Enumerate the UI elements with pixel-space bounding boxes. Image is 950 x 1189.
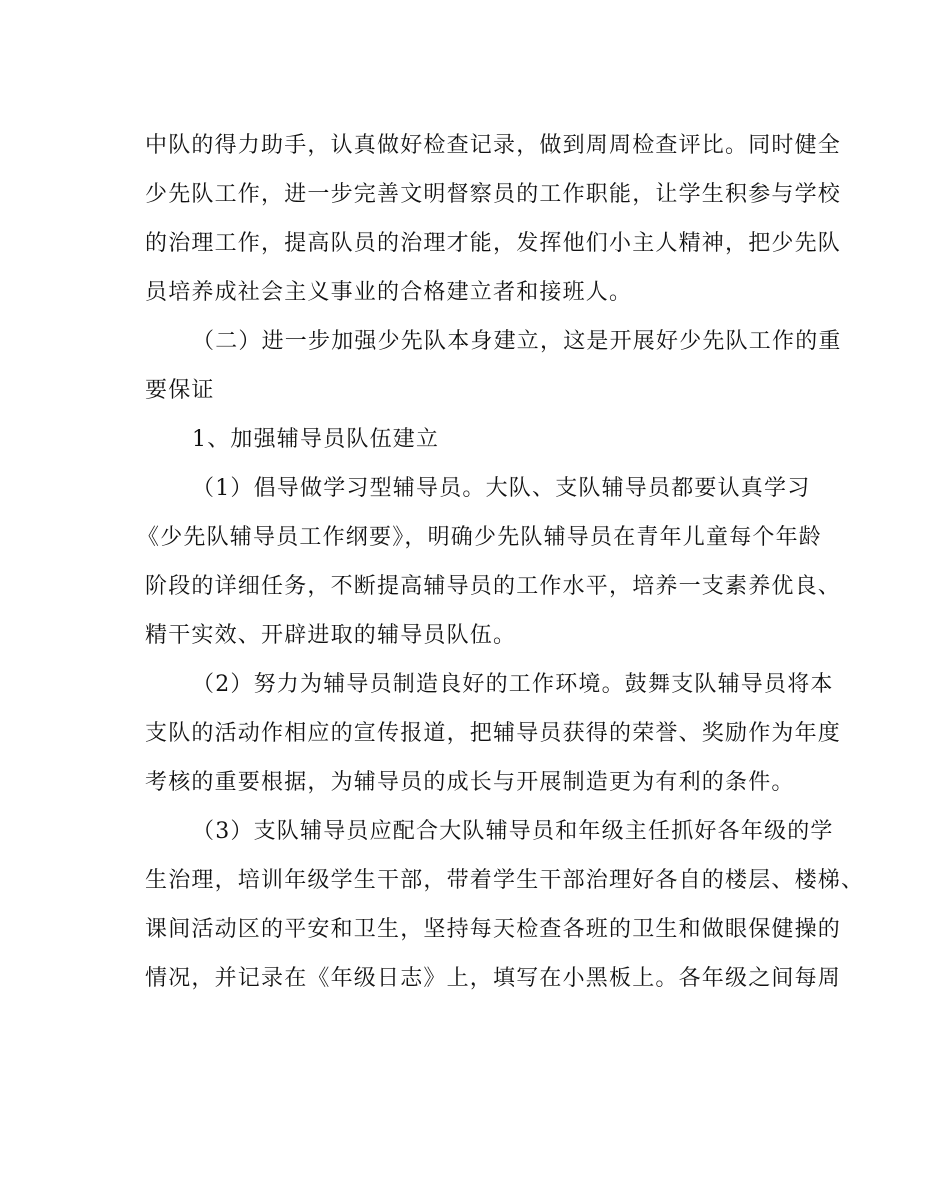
text-line-4: 员培养成社会主义事业的合格建立者和接班人。 xyxy=(145,280,633,305)
item-2-line-1: （2）努力为辅导员制造良好的工作环境。鼓舞支队辅导员将本 xyxy=(192,672,834,697)
item-2-line-2: 支队的活动作相应的宣传报道，把辅导员获得的荣誉、奖励作为年度 xyxy=(145,721,842,746)
item-1-line-1: （1）倡导做学习型辅导员。大队、支队辅导员都要认真学习 xyxy=(192,476,811,501)
item-2-line-3: 考核的重要根据，为辅导员的成长与开展制造更为有利的条件。 xyxy=(145,770,795,795)
item-3-line-1: （3）支队辅导员应配合大队辅导员和年级主任抓好各年级的学 xyxy=(192,819,834,844)
item-1-line-4: 精干实效、开辟进取的辅导员队伍。 xyxy=(145,623,517,648)
section-heading-2-cont: 要保证 xyxy=(145,378,215,403)
text-line-2: 少先队工作，进一步完善文明督察员的工作职能，让学生积参与学校 xyxy=(145,182,842,207)
text-line-1: 中队的得力助手，认真做好检查记录，做到周周检查评比。同时健全 xyxy=(145,133,842,158)
item-3-line-3: 课间活动区的平安和卫生，坚持每天检查各班的卫生和做眼保健操的 xyxy=(145,917,842,942)
item-1-line-3: 阶段的详细任务，不断提高辅导员的工作水平，培养一支素养优良、 xyxy=(145,574,842,599)
text-line-3: 的治理工作，提高队员的治理才能，发挥他们小主人精神，把少先队 xyxy=(145,231,842,256)
item-3-line-4: 情况，并记录在《年级日志》上，填写在小黑板上。各年级之间每周 xyxy=(145,966,842,991)
subheading-1: 1、加强辅导员队伍建立 xyxy=(192,427,440,452)
item-1-line-2: 《少先队辅导员工作纲要》，明确少先队辅导员在青年儿童每个年龄 xyxy=(137,525,823,550)
section-heading-2: （二）进一步加强少先队本身建立，这是开展好少先队工作的重 xyxy=(192,329,842,354)
item-3-line-2: 生治理，培训年级学生干部，带着学生干部治理好各自的楼层、楼梯、 xyxy=(145,868,865,893)
